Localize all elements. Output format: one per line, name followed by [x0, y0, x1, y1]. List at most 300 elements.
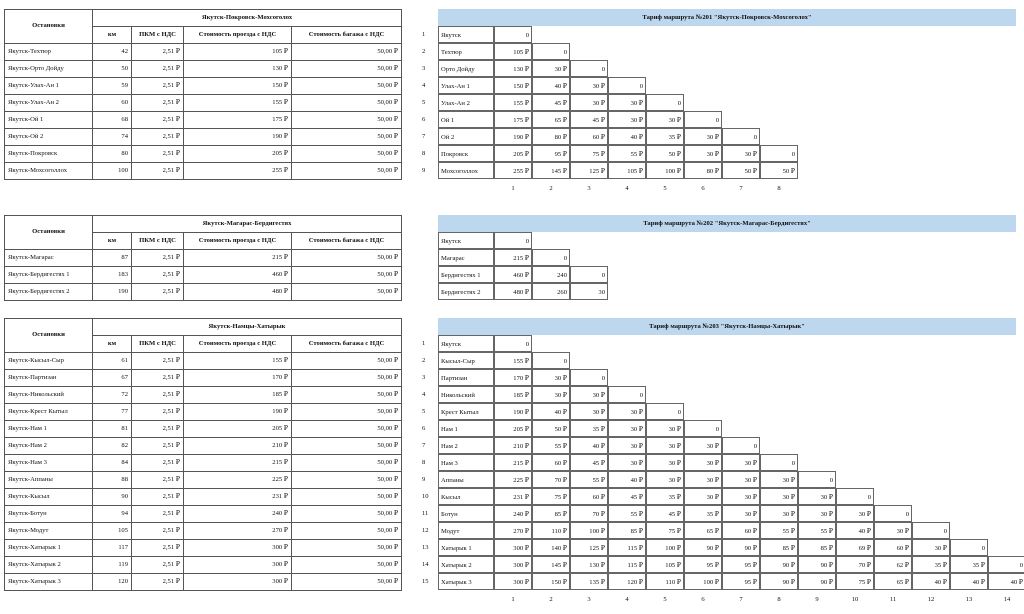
matrix-col-index: 3	[587, 596, 591, 603]
matrix-cell: 30 ₽	[722, 454, 760, 471]
matrix-cell: 55 ₽	[532, 437, 570, 454]
stop-name: Якутск-Кысыл-Сыр	[5, 353, 93, 370]
matrix-cell: 62 ₽	[874, 556, 912, 573]
stop-name: Якутск-Бердигестях 1	[5, 267, 93, 284]
matrix-cell: 55 ₽	[608, 505, 646, 522]
fare-value: 215 ₽	[184, 455, 292, 472]
km-value: 77	[93, 404, 132, 421]
stop-name: Якутск-Партизан	[5, 370, 93, 387]
stop-name: Якутск-Улах-Ан 1	[5, 78, 93, 95]
matrix-cell: 170 ₽	[494, 369, 532, 386]
matrix-cell: 0	[760, 454, 798, 471]
matrix-cell: 115 ₽	[608, 556, 646, 573]
matrix-col-index: 7	[739, 185, 743, 192]
fare-value: 225 ₽	[184, 472, 292, 489]
matrix-cell: 30 ₽	[532, 386, 570, 403]
tariff-203-header: Тариф маршрута №203 "Якутск-Намцы-Хатырык"	[438, 318, 1016, 335]
matrix-cell: 90 ₽	[722, 539, 760, 556]
matrix-cell: 231 ₽	[494, 488, 532, 505]
matrix-cell: 100 ₽	[646, 162, 684, 179]
km-value: 60	[93, 95, 132, 112]
matrix-cell: 69 ₽	[836, 539, 874, 556]
col-header-stops: Остановки	[5, 319, 93, 353]
matrix-col-index: 13	[965, 596, 973, 603]
table-row	[5, 95, 402, 112]
matrix-col-index: 1	[511, 185, 515, 192]
matrix-row-index: 13	[422, 544, 429, 551]
matrix-cell: 30 ₽	[532, 369, 570, 386]
matrix-cell: 30 ₽	[570, 403, 608, 420]
matrix-cell: 0	[494, 26, 532, 43]
matrix-cell: 80 ₽	[532, 128, 570, 145]
baggage-value: 50,00 ₽	[292, 557, 402, 574]
table-row	[5, 284, 402, 301]
baggage-value: 50,00 ₽	[292, 250, 402, 267]
matrix-cell: 70 ₽	[532, 471, 570, 488]
matrix-stop-name: Ой 2	[438, 128, 494, 145]
pkm-value: 2,51 ₽	[132, 387, 184, 404]
stop-name: Якутск-Техтюр	[5, 44, 93, 61]
matrix-cell: 125 ₽	[570, 539, 608, 556]
table-row	[5, 387, 402, 404]
matrix-cell: 65 ₽	[532, 111, 570, 128]
matrix-cell: 260	[532, 283, 570, 300]
matrix-stop-name: Улах-Ан 1	[438, 77, 494, 94]
km-value: 61	[93, 353, 132, 370]
matrix-stop-name: Ботун	[438, 505, 494, 522]
matrix-cell: 30 ₽	[608, 111, 646, 128]
matrix-row-index: 2	[422, 48, 426, 55]
matrix-cell: 30 ₽	[646, 471, 684, 488]
matrix-cell: 60 ₽	[570, 488, 608, 505]
matrix-cell: 40 ₽	[608, 128, 646, 145]
pkm-value: 2,51 ₽	[132, 455, 184, 472]
km-value: 183	[93, 267, 132, 284]
matrix-cell: 145 ₽	[532, 556, 570, 573]
fare-value: 170 ₽	[184, 370, 292, 387]
fare-value: 150 ₽	[184, 78, 292, 95]
table-row	[5, 250, 402, 267]
fare-value: 205 ₽	[184, 421, 292, 438]
matrix-stop-name: Аппаны	[438, 471, 494, 488]
km-value: 74	[93, 129, 132, 146]
matrix-cell: 30 ₽	[722, 505, 760, 522]
matrix-cell: 205 ₽	[494, 145, 532, 162]
matrix-cell: 65 ₽	[684, 522, 722, 539]
matrix-cell: 30 ₽	[646, 420, 684, 437]
matrix-cell: 155 ₽	[494, 352, 532, 369]
matrix-cell: 0	[950, 539, 988, 556]
matrix-cell: 55 ₽	[760, 522, 798, 539]
pkm-value: 2,51 ₽	[132, 146, 184, 163]
baggage-value: 50,00 ₽	[292, 387, 402, 404]
col-header-baggage: Стоимость багажа с НДС	[292, 27, 402, 44]
matrix-cell: 110 ₽	[532, 522, 570, 539]
matrix-row-index: 9	[422, 476, 426, 483]
matrix-cell: 205 ₽	[494, 420, 532, 437]
matrix-cell: 0	[532, 249, 570, 266]
fare-value: 270 ₽	[184, 523, 292, 540]
matrix-cell: 30 ₽	[874, 522, 912, 539]
km-value: 80	[93, 146, 132, 163]
matrix-cell: 60 ₽	[874, 539, 912, 556]
matrix-cell: 35 ₽	[570, 420, 608, 437]
matrix-cell: 70 ₽	[836, 556, 874, 573]
matrix-cell: 30 ₽	[798, 488, 836, 505]
matrix-cell: 30 ₽	[570, 77, 608, 94]
table-row	[5, 421, 402, 438]
matrix-cell: 35 ₽	[646, 488, 684, 505]
matrix-cell: 190 ₽	[494, 128, 532, 145]
table-row	[5, 129, 402, 146]
fare-value: 175 ₽	[184, 112, 292, 129]
table-row	[5, 540, 402, 557]
matrix-cell: 30	[570, 283, 608, 300]
table-row	[5, 146, 402, 163]
matrix-cell: 30 ₽	[912, 539, 950, 556]
matrix-col-index: 8	[777, 185, 781, 192]
fare-value: 155 ₽	[184, 95, 292, 112]
pkm-value: 2,51 ₽	[132, 163, 184, 180]
matrix-cell: 300 ₽	[494, 539, 532, 556]
matrix-cell: 30 ₽	[646, 437, 684, 454]
matrix-col-index: 7	[739, 596, 743, 603]
matrix-stop-name: Партизан	[438, 369, 494, 386]
matrix-col-index: 9	[815, 596, 819, 603]
matrix-stop-name: Магарас	[438, 249, 494, 266]
matrix-col-index: 5	[663, 596, 667, 603]
fare-value: 190 ₽	[184, 404, 292, 421]
matrix-cell: 0	[570, 266, 608, 283]
fare-value: 255 ₽	[184, 163, 292, 180]
matrix-row-index: 7	[422, 133, 426, 140]
matrix-cell: 130 ₽	[570, 556, 608, 573]
matrix-cell: 0	[684, 420, 722, 437]
matrix-cell: 0	[646, 403, 684, 420]
matrix-cell: 50 ₽	[760, 162, 798, 179]
matrix-cell: 0	[912, 522, 950, 539]
matrix-stop-name: Улах-Ан 2	[438, 94, 494, 111]
matrix-cell: 95 ₽	[684, 556, 722, 573]
matrix-cell: 0	[532, 352, 570, 369]
col-header-km: км	[93, 336, 132, 353]
matrix-cell: 175 ₽	[494, 111, 532, 128]
fare-value: 240 ₽	[184, 506, 292, 523]
stop-name: Якутск-Бердигестях 2	[5, 284, 93, 301]
baggage-value: 50,00 ₽	[292, 404, 402, 421]
stop-name: Якутск-Улах-Ан 2	[5, 95, 93, 112]
table-row	[5, 574, 402, 591]
matrix-cell: 30 ₽	[684, 454, 722, 471]
matrix-col-index: 6	[701, 185, 705, 192]
fare-value: 480 ₽	[184, 284, 292, 301]
matrix-cell: 105 ₽	[608, 162, 646, 179]
matrix-row-index: 11	[422, 510, 429, 517]
baggage-value: 50,00 ₽	[292, 506, 402, 523]
matrix-col-index: 2	[549, 185, 553, 192]
matrix-cell: 30 ₽	[646, 454, 684, 471]
matrix-cell: 45 ₽	[570, 454, 608, 471]
matrix-cell: 480 ₽	[494, 283, 532, 300]
pkm-value: 2,51 ₽	[132, 557, 184, 574]
stop-name: Якутск-Крест Кытыл	[5, 404, 93, 421]
stop-name: Якутск-Ой 2	[5, 129, 93, 146]
matrix-stop-name: Кысыл	[438, 488, 494, 505]
matrix-stop-name: Хатырык 2	[438, 556, 494, 573]
stop-name: Якутск-Никольский	[5, 387, 93, 404]
matrix-cell: 30 ₽	[532, 60, 570, 77]
matrix-stop-name: Никольский	[438, 386, 494, 403]
col-header-fare: Стоимость проезда с НДС	[184, 233, 292, 250]
matrix-cell: 90 ₽	[760, 556, 798, 573]
matrix-cell: 210 ₽	[494, 437, 532, 454]
fare-value: 210 ₽	[184, 438, 292, 455]
km-value: 119	[93, 557, 132, 574]
pkm-value: 2,51 ₽	[132, 250, 184, 267]
km-value: 105	[93, 523, 132, 540]
matrix-cell: 45 ₽	[646, 505, 684, 522]
matrix-cell: 0	[874, 505, 912, 522]
route-203-table	[4, 318, 402, 591]
matrix-cell: 0	[722, 128, 760, 145]
stop-name: Якутск-Кысыл	[5, 489, 93, 506]
matrix-cell: 105 ₽	[646, 556, 684, 573]
km-value: 84	[93, 455, 132, 472]
baggage-value: 50,00 ₽	[292, 44, 402, 61]
matrix-cell: 115 ₽	[608, 539, 646, 556]
baggage-value: 50,00 ₽	[292, 353, 402, 370]
matrix-stop-name: Хатырык 3	[438, 573, 494, 590]
matrix-cell: 0	[532, 43, 570, 60]
matrix-cell: 270 ₽	[494, 522, 532, 539]
baggage-value: 50,00 ₽	[292, 163, 402, 180]
matrix-cell: 85 ₽	[760, 539, 798, 556]
table-row	[5, 44, 402, 61]
matrix-cell: 35 ₽	[646, 128, 684, 145]
matrix-cell: 30 ₽	[684, 437, 722, 454]
matrix-cell: 300 ₽	[494, 556, 532, 573]
table-row	[5, 472, 402, 489]
matrix-cell: 30 ₽	[760, 505, 798, 522]
table-row	[5, 163, 402, 180]
pkm-value: 2,51 ₽	[132, 44, 184, 61]
baggage-value: 50,00 ₽	[292, 284, 402, 301]
stop-name: Якутск-Модут	[5, 523, 93, 540]
table-row	[5, 489, 402, 506]
matrix-cell: 30 ₽	[570, 386, 608, 403]
matrix-cell: 185 ₽	[494, 386, 532, 403]
matrix-stop-name: Нам 1	[438, 420, 494, 437]
matrix-cell: 75 ₽	[646, 522, 684, 539]
pkm-value: 2,51 ₽	[132, 540, 184, 557]
matrix-cell: 50 ₽	[722, 162, 760, 179]
matrix-cell: 30 ₽	[684, 488, 722, 505]
matrix-cell: 45 ₽	[570, 111, 608, 128]
matrix-stop-name: Орто Дойду	[438, 60, 494, 77]
matrix-cell: 0	[608, 77, 646, 94]
matrix-cell: 30 ₽	[684, 145, 722, 162]
matrix-stop-name: Бердигестях 2	[438, 283, 494, 300]
matrix-stop-name: Кысыл-Сыр	[438, 352, 494, 369]
matrix-stop-name: Якутск	[438, 232, 494, 249]
table-row	[5, 61, 402, 78]
matrix-stop-name: Нам 3	[438, 454, 494, 471]
route-title: Якутск-Намцы-Хатырык	[93, 319, 402, 336]
baggage-value: 50,00 ₽	[292, 267, 402, 284]
matrix-col-index: 5	[663, 185, 667, 192]
matrix-cell: 30 ₽	[608, 437, 646, 454]
matrix-cell: 30 ₽	[760, 488, 798, 505]
stop-name: Якутск-Орто Дойду	[5, 61, 93, 78]
matrix-cell: 95 ₽	[722, 573, 760, 590]
km-value: 190	[93, 284, 132, 301]
matrix-cell: 90 ₽	[798, 573, 836, 590]
pkm-value: 2,51 ₽	[132, 95, 184, 112]
pkm-value: 2,51 ₽	[132, 267, 184, 284]
matrix-cell: 300 ₽	[494, 573, 532, 590]
matrix-cell: 35 ₽	[950, 556, 988, 573]
matrix-cell: 70 ₽	[570, 505, 608, 522]
matrix-row-index: 8	[422, 459, 426, 466]
fare-value: 185 ₽	[184, 387, 292, 404]
matrix-cell: 85 ₽	[532, 505, 570, 522]
km-value: 117	[93, 540, 132, 557]
km-value: 59	[93, 78, 132, 95]
matrix-cell: 30 ₽	[608, 454, 646, 471]
matrix-row-index: 8	[422, 150, 426, 157]
pkm-value: 2,51 ₽	[132, 472, 184, 489]
matrix-row-index: 5	[422, 99, 426, 106]
matrix-cell: 85 ₽	[608, 522, 646, 539]
matrix-row-index: 4	[422, 82, 426, 89]
matrix-cell: 120 ₽	[608, 573, 646, 590]
stop-name: Якутск-Ботун	[5, 506, 93, 523]
matrix-row-index: 7	[422, 442, 426, 449]
pkm-value: 2,51 ₽	[132, 129, 184, 146]
matrix-cell: 60 ₽	[570, 128, 608, 145]
matrix-stop-name: Нам 2	[438, 437, 494, 454]
pkm-value: 2,51 ₽	[132, 523, 184, 540]
route-202-table	[4, 215, 402, 301]
table-row	[5, 557, 402, 574]
stop-name: Якутск-Нам 3	[5, 455, 93, 472]
matrix-cell: 0	[494, 335, 532, 352]
baggage-value: 50,00 ₽	[292, 455, 402, 472]
km-value: 94	[93, 506, 132, 523]
baggage-value: 50,00 ₽	[292, 95, 402, 112]
matrix-cell: 0	[646, 94, 684, 111]
table-row	[5, 523, 402, 540]
stop-name: Якутск-Мохсоголлох	[5, 163, 93, 180]
table-row	[5, 78, 402, 95]
matrix-cell: 255 ₽	[494, 162, 532, 179]
matrix-cell: 95 ₽	[532, 145, 570, 162]
table-row	[5, 370, 402, 387]
pkm-value: 2,51 ₽	[132, 574, 184, 591]
matrix-cell: 100 ₽	[684, 573, 722, 590]
matrix-row-index: 12	[422, 527, 429, 534]
stop-name: Якутск-Ой 1	[5, 112, 93, 129]
baggage-value: 50,00 ₽	[292, 146, 402, 163]
matrix-cell: 90 ₽	[798, 556, 836, 573]
table-row	[5, 506, 402, 523]
matrix-col-index: 4	[625, 596, 629, 603]
matrix-cell: 65 ₽	[874, 573, 912, 590]
matrix-stop-name: Бердигестях 1	[438, 266, 494, 283]
matrix-cell: 40 ₽	[912, 573, 950, 590]
matrix-cell: 225 ₽	[494, 471, 532, 488]
matrix-cell: 60 ₽	[532, 454, 570, 471]
matrix-cell: 55 ₽	[608, 145, 646, 162]
baggage-value: 50,00 ₽	[292, 78, 402, 95]
matrix-cell: 40 ₽	[532, 77, 570, 94]
km-value: 50	[93, 61, 132, 78]
matrix-cell: 0	[798, 471, 836, 488]
pkm-value: 2,51 ₽	[132, 61, 184, 78]
baggage-value: 50,00 ₽	[292, 523, 402, 540]
km-value: 88	[93, 472, 132, 489]
matrix-stop-name: Модут	[438, 522, 494, 539]
matrix-stop-name: Якутск	[438, 26, 494, 43]
km-value: 67	[93, 370, 132, 387]
matrix-cell: 240 ₽	[494, 505, 532, 522]
baggage-value: 50,00 ₽	[292, 438, 402, 455]
matrix-cell: 130 ₽	[494, 60, 532, 77]
pkm-value: 2,51 ₽	[132, 370, 184, 387]
pkm-value: 2,51 ₽	[132, 78, 184, 95]
matrix-cell: 60 ₽	[722, 522, 760, 539]
col-header-pkm: ПКМ с НДС	[132, 336, 184, 353]
matrix-cell: 30 ₽	[608, 94, 646, 111]
matrix-cell: 30 ₽	[608, 403, 646, 420]
matrix-cell: 90 ₽	[684, 539, 722, 556]
fare-value: 300 ₽	[184, 540, 292, 557]
km-value: 120	[93, 574, 132, 591]
header-row	[5, 216, 402, 233]
matrix-cell: 40 ₽	[988, 573, 1024, 590]
matrix-cell: 125 ₽	[570, 162, 608, 179]
col-header-fare: Стоимость проезда с НДС	[184, 27, 292, 44]
pkm-value: 2,51 ₽	[132, 506, 184, 523]
matrix-row-index: 2	[422, 357, 426, 364]
table-row	[5, 267, 402, 284]
matrix-col-index: 6	[701, 596, 705, 603]
matrix-col-index: 12	[927, 596, 935, 603]
matrix-cell: 0	[570, 369, 608, 386]
matrix-cell: 30 ₽	[608, 420, 646, 437]
col-header-stops: Остановки	[5, 216, 93, 250]
stop-name: Якутск-Хатырык 2	[5, 557, 93, 574]
km-value: 42	[93, 44, 132, 61]
matrix-cell: 155 ₽	[494, 94, 532, 111]
matrix-cell: 0	[494, 232, 532, 249]
matrix-row-index: 3	[422, 65, 426, 72]
matrix-cell: 40 ₽	[950, 573, 988, 590]
pkm-value: 2,51 ₽	[132, 284, 184, 301]
baggage-value: 50,00 ₽	[292, 540, 402, 557]
matrix-stop-name: Покровск	[438, 145, 494, 162]
matrix-cell: 90 ₽	[760, 573, 798, 590]
col-header-baggage: Стоимость багажа с НДС	[292, 336, 402, 353]
matrix-cell: 40 ₽	[836, 522, 874, 539]
fare-value: 460 ₽	[184, 267, 292, 284]
baggage-value: 50,00 ₽	[292, 472, 402, 489]
matrix-col-index: 8	[777, 596, 781, 603]
col-header-baggage: Стоимость багажа с НДС	[292, 233, 402, 250]
stop-name: Якутск-Нам 2	[5, 438, 93, 455]
baggage-value: 50,00 ₽	[292, 370, 402, 387]
matrix-cell: 55 ₽	[570, 471, 608, 488]
